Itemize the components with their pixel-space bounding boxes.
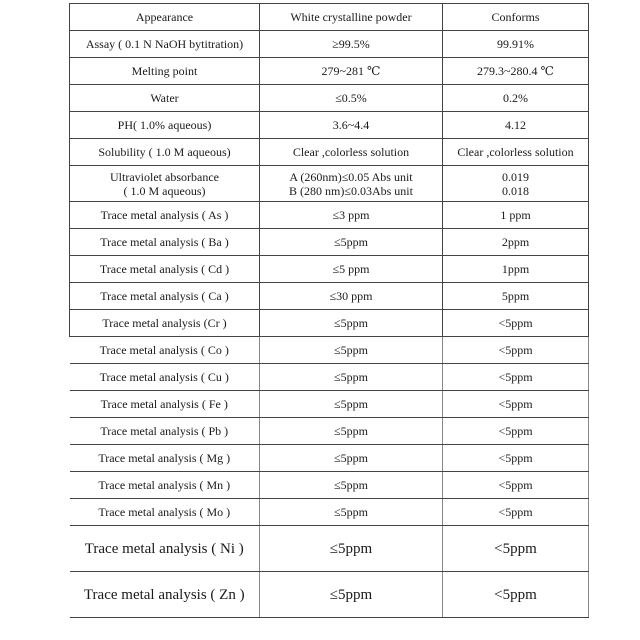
result-cell [443, 229, 589, 256]
parameter-cell [70, 256, 260, 283]
specification-cell-text: ≤5ppm [334, 505, 368, 519]
parameter-cell [70, 58, 260, 85]
specification-cell-text: ≤5ppm [334, 397, 368, 411]
parameter-cell [70, 85, 260, 112]
table-row [70, 310, 589, 337]
result-cell [443, 4, 589, 31]
parameter-cell-text: Trace metal analysis ( Ni ) [84, 540, 244, 557]
specification-cell [260, 472, 443, 499]
table-row [70, 445, 589, 472]
parameter-cell-text: Trace metal analysis ( Mg ) [98, 451, 231, 465]
parameter-cell-text: Trace metal analysis ( Cu ) [99, 370, 229, 384]
table-row [70, 85, 589, 112]
specification-cell [260, 364, 443, 391]
result-cell [443, 166, 589, 202]
result-cell-text: <5ppm [498, 424, 533, 438]
result-cell-text: <5ppm [494, 586, 537, 603]
result-cell [443, 391, 589, 418]
specification-cell [260, 337, 443, 364]
parameter-cell [70, 112, 260, 139]
parameter-cell [70, 526, 260, 572]
specification-cell [260, 499, 443, 526]
parameter-cell [70, 229, 260, 256]
specification-cell-text: ≥99.5% [332, 37, 370, 51]
specification-cell-text: A (260nm)≤0.05 Abs unit [289, 169, 413, 184]
specification-cell-text: ≤5ppm [334, 424, 368, 438]
table-row [70, 166, 589, 202]
result-cell [443, 139, 589, 166]
specification-cell-text: ≤5ppm [329, 586, 373, 603]
specification-cell-text: ≤30 ppm [329, 289, 373, 303]
result-cell-text: Conforms [491, 10, 540, 24]
parameter-cell-text: Trace metal analysis ( Cd ) [99, 262, 230, 276]
parameter-cell [70, 310, 260, 337]
parameter-cell [70, 202, 260, 229]
parameter-cell-text: Trace metal analysis ( Co ) [99, 343, 229, 357]
result-cell [443, 526, 589, 572]
result-cell [443, 85, 589, 112]
table-row [70, 499, 589, 526]
specification-cell-text: 279~281 ℃ [321, 64, 381, 78]
table-row [70, 202, 589, 229]
table-row [70, 4, 589, 31]
result-cell [443, 499, 589, 526]
specification-cell-text: ≤0.5% [335, 91, 367, 105]
parameter-cell-text: Trace metal analysis ( Mo ) [98, 505, 231, 519]
specification-cell [260, 4, 443, 31]
parameter-cell-text: Melting point [131, 64, 198, 78]
parameter-cell-text: Appearance [135, 10, 194, 24]
result-cell [443, 472, 589, 499]
specification-table [69, 3, 589, 618]
result-cell-text: <5ppm [498, 397, 533, 411]
parameter-cell [70, 391, 260, 418]
parameter-cell-text: PH( 1.0% aqueous) [117, 118, 212, 132]
specification-cell [260, 31, 443, 58]
result-cell [443, 364, 589, 391]
specification-cell-text: ≤5ppm [334, 235, 368, 249]
parameter-cell [70, 4, 260, 31]
table-row [70, 418, 589, 445]
parameter-cell-text: Trace metal analysis ( Fe ) [100, 397, 228, 411]
parameter-cell-text: Water [150, 91, 179, 105]
result-cell-text: 1 ppm [500, 208, 531, 222]
specification-cell [260, 526, 443, 572]
result-cell-text: 5ppm [501, 289, 530, 303]
result-cell [443, 256, 589, 283]
table-row [70, 256, 589, 283]
table-row [70, 572, 589, 618]
specification-cell [260, 166, 443, 202]
specification-cell-text: ≤3 ppm [332, 208, 370, 222]
result-cell-text: <5ppm [498, 478, 533, 492]
result-cell [443, 418, 589, 445]
parameter-cell [70, 472, 260, 499]
specification-cell [260, 445, 443, 472]
parameter-cell [70, 445, 260, 472]
parameter-cell-text: Trace metal analysis ( As ) [100, 208, 229, 222]
specification-cell-text: ≤5ppm [334, 343, 368, 357]
parameter-cell-text: Trace metal analysis ( Zn ) [83, 586, 245, 603]
parameter-cell [70, 418, 260, 445]
table-row [70, 472, 589, 499]
specification-table-body [70, 4, 589, 618]
result-cell [443, 31, 589, 58]
result-cell-text: 2ppm [501, 235, 530, 249]
result-cell [443, 283, 589, 310]
specification-cell-text: White crystalline powder [290, 10, 412, 24]
table-row [70, 337, 589, 364]
parameter-cell-text: Trace metal analysis ( Ba ) [100, 235, 229, 249]
specification-cell-text: Clear ,colorless solution [292, 145, 410, 159]
specification-cell [260, 202, 443, 229]
table-row [70, 58, 589, 85]
result-cell [443, 310, 589, 337]
result-cell [443, 202, 589, 229]
parameter-cell-text: Trace metal analysis (Cr ) [102, 316, 227, 330]
result-cell-text: <5ppm [498, 343, 533, 357]
result-cell [443, 445, 589, 472]
specification-cell-text: ≤5ppm [334, 316, 368, 330]
parameter-cell-text: Ultraviolet absorbance [110, 169, 219, 184]
result-cell-text: <5ppm [498, 316, 533, 330]
specification-cell-text: B (280 nm)≤0.03Abs unit [289, 183, 413, 198]
table-row [70, 526, 589, 572]
specification-cell-text: ≤5ppm [334, 370, 368, 384]
specification-cell [260, 283, 443, 310]
parameter-cell [70, 166, 260, 202]
table-row [70, 112, 589, 139]
result-cell-text: 279.3~280.4 ℃ [477, 64, 554, 78]
parameter-cell [70, 337, 260, 364]
specification-cell [260, 572, 443, 618]
parameter-cell-text: Trace metal analysis ( Mn ) [98, 478, 231, 492]
parameter-cell-text: Assay ( 0.1 N NaOH bytitration) [85, 37, 244, 51]
result-cell-text: <5ppm [494, 540, 537, 557]
table-row [70, 139, 589, 166]
result-cell-text: 1ppm [501, 262, 530, 276]
table-row [70, 229, 589, 256]
result-cell [443, 572, 589, 618]
specification-cell [260, 139, 443, 166]
result-cell-text: <5ppm [498, 370, 533, 384]
table-row [70, 283, 589, 310]
table-row [70, 364, 589, 391]
parameter-cell-text: Solubility ( 1.0 M aqueous) [98, 145, 231, 159]
specification-cell-text: ≤5ppm [334, 478, 368, 492]
specification-cell-text: ≤5 ppm [332, 262, 370, 276]
parameter-cell [70, 572, 260, 618]
result-cell [443, 58, 589, 85]
result-cell-text: <5ppm [498, 451, 533, 465]
result-cell-text: 0.019 [502, 169, 529, 184]
specification-cell [260, 256, 443, 283]
specification-cell-text: 3.6~4.4 [332, 118, 370, 132]
table-row [70, 31, 589, 58]
result-cell [443, 112, 589, 139]
parameter-cell [70, 499, 260, 526]
parameter-cell [70, 364, 260, 391]
specification-cell [260, 58, 443, 85]
table-row [70, 391, 589, 418]
result-cell-text: 99.91% [497, 37, 534, 51]
specification-cell [260, 112, 443, 139]
specification-cell [260, 85, 443, 112]
specification-cell [260, 418, 443, 445]
result-cell-text: 4.12 [505, 118, 526, 132]
parameter-cell [70, 283, 260, 310]
parameter-cell-text: Trace metal analysis ( Pb ) [100, 424, 229, 438]
result-cell-text: 0.018 [502, 183, 529, 198]
result-cell-text: 0.2% [503, 91, 528, 105]
specification-cell-text: ≤5ppm [334, 451, 368, 465]
specification-cell-text: ≤5ppm [329, 540, 373, 557]
specification-cell [260, 229, 443, 256]
parameter-cell [70, 139, 260, 166]
parameter-cell-text: Trace metal analysis ( Ca ) [100, 289, 229, 303]
specification-cell [260, 391, 443, 418]
result-cell [443, 337, 589, 364]
parameter-cell-text: ( 1.0 M aqueous) [123, 183, 206, 198]
result-cell-text: <5ppm [498, 505, 533, 519]
result-cell-text: Clear ,colorless solution [457, 145, 574, 159]
specification-cell [260, 310, 443, 337]
parameter-cell [70, 31, 260, 58]
